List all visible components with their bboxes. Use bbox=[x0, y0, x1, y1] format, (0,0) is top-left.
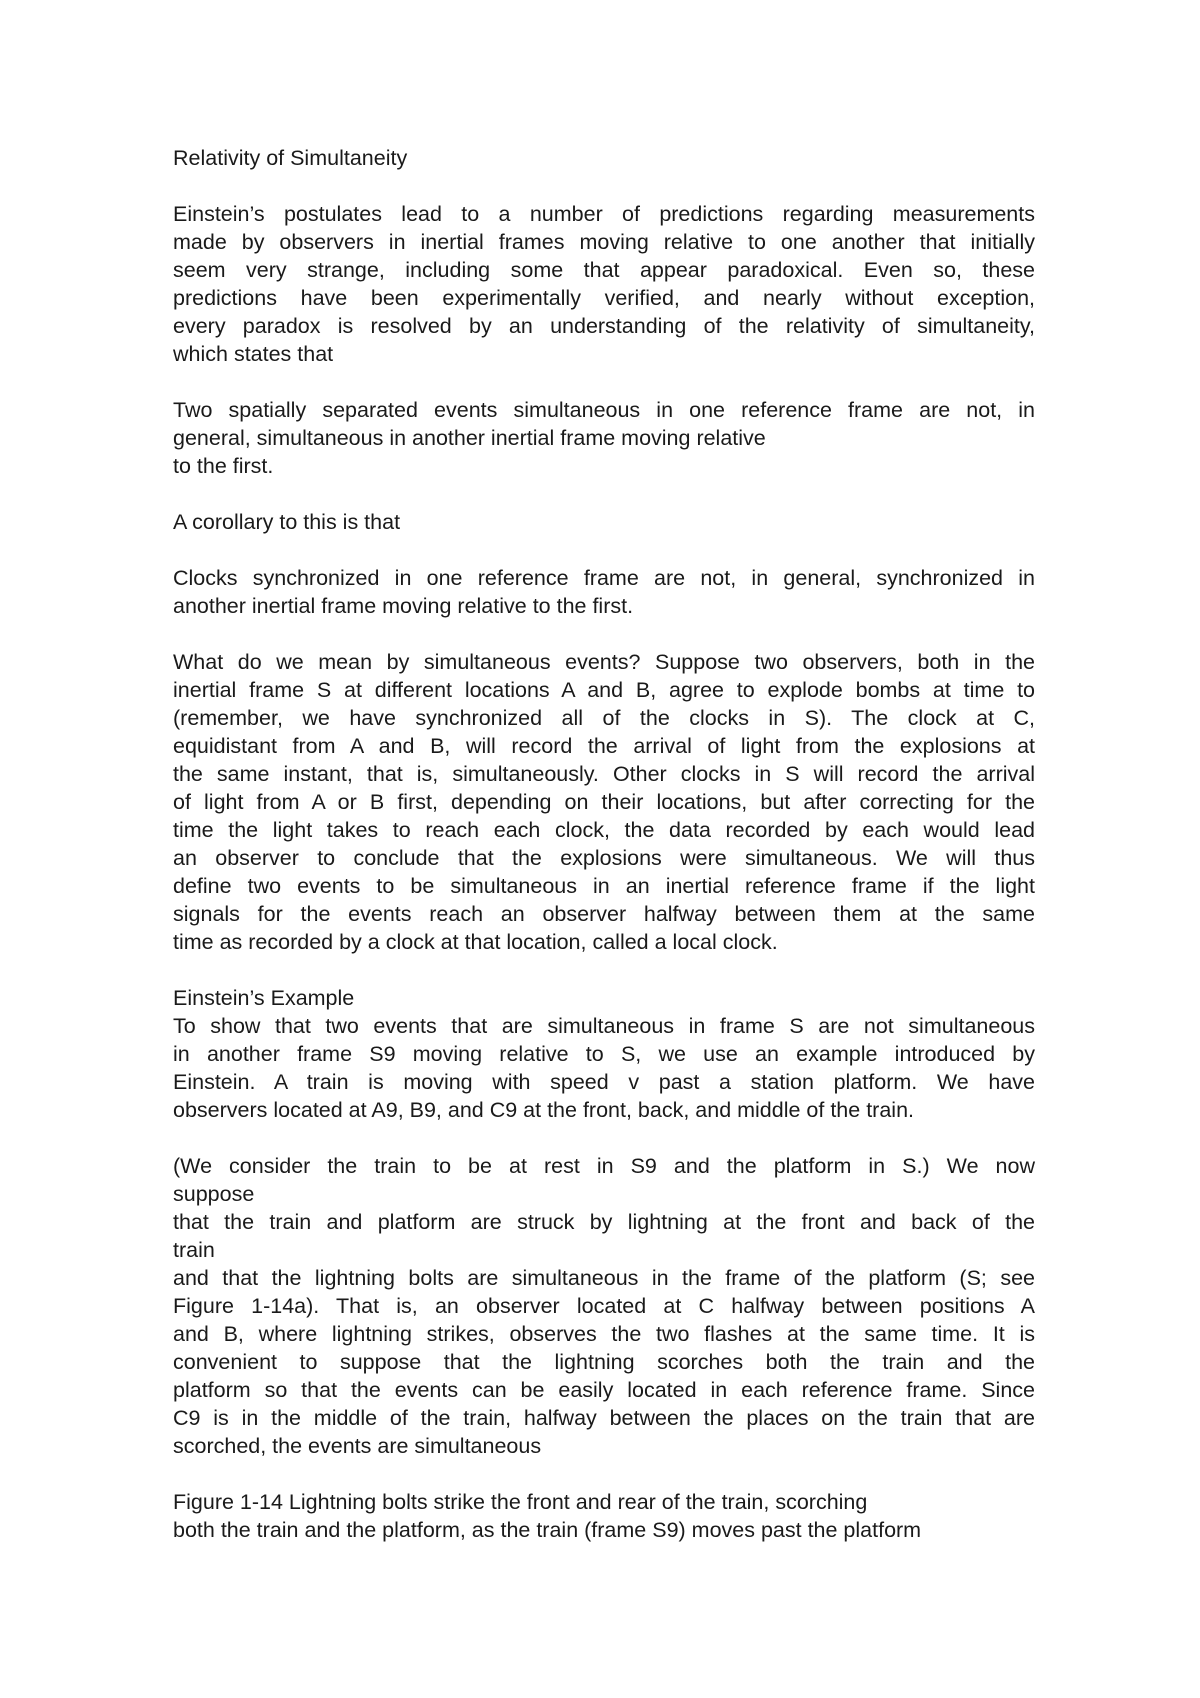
text-line: seem very strange, including some that appear paradoxical. Even so, these bbox=[173, 258, 1035, 282]
text-line: (We consider the train to be at rest in S9 and the platform in S.) We now bbox=[173, 1154, 1035, 1178]
section-heading: Einstein’s Example bbox=[173, 986, 355, 1010]
text-line: signals for the events reach an observer halfway between them at the same bbox=[173, 902, 1035, 926]
text-line: What do we mean by simultaneous events? Suppose two observers, both in the bbox=[173, 650, 1035, 674]
text-line: inertial frame S at different locations A and B, agree to explode bombs at time to bbox=[173, 678, 1035, 702]
text-line: time as recorded by a clock at that location, called a local clock. bbox=[173, 930, 778, 954]
text-line: scorched, the events are simultaneous bbox=[173, 1434, 542, 1458]
document-title: Relativity of Simultaneity bbox=[173, 146, 408, 170]
text-line: time the light takes to reach each clock, the data recorded by each would lead bbox=[173, 818, 1035, 842]
spacer bbox=[173, 1124, 1035, 1152]
text-line: Figure 1-14 Lightning bolts strike the front and rear of the train, scorching bbox=[173, 1490, 868, 1514]
text-line: equidistant from A and B, will record the arrival of light from the explosions at bbox=[173, 734, 1035, 758]
text-line: Einstein. A train is moving with speed v past a station platform. We have bbox=[173, 1070, 1035, 1094]
text-line: Figure 1-14a). That is, an observer located at C halfway between positions A bbox=[173, 1294, 1035, 1318]
text-line: (remember, we have synchronized all of the clocks in S). The clock at C, bbox=[173, 706, 1035, 730]
text-line: C9 is in the middle of the train, halfway between the places on the train that are bbox=[173, 1406, 1035, 1430]
paragraph-corollary-intro: A corollary to this is that bbox=[173, 510, 401, 534]
text-line: which states that bbox=[173, 342, 334, 366]
spacer bbox=[173, 620, 1035, 648]
spacer bbox=[173, 536, 1035, 564]
text-line: platform so that the events can be easily located in each reference frame. Since bbox=[173, 1378, 1035, 1402]
spacer bbox=[173, 368, 1035, 396]
text-line: both the train and the platform, as the train (frame S9) moves past the platform bbox=[173, 1518, 922, 1542]
text-line: Two spatially separated events simultaneous in one reference frame are not, in bbox=[173, 398, 1035, 422]
text-line: in another frame S9 moving relative to S, we use an example introduced by bbox=[173, 1042, 1035, 1066]
text-line: that the train and platform are struck by lightning at the front and back of the bbox=[173, 1210, 1035, 1234]
document-body bbox=[173, 144, 1035, 1544]
text-line: convenient to suppose that the lightning scorches both the train and the bbox=[173, 1350, 1035, 1374]
spacer bbox=[173, 956, 1035, 984]
text-line: train bbox=[173, 1238, 215, 1262]
text-line: general, simultaneous in another inertial frame moving relative bbox=[173, 426, 766, 450]
figure-caption bbox=[173, 1488, 1035, 1544]
spacer bbox=[173, 1460, 1035, 1488]
text-line: made by observers in inertial frames moving relative to one another that initially bbox=[173, 230, 1035, 254]
text-line: and B, where lightning strikes, observes the two flashes at the same time. It is bbox=[173, 1322, 1035, 1346]
text-line: every paradox is resolved by an understanding of the relativity of simultaneity, bbox=[173, 314, 1035, 338]
text-line: predictions have been experimentally verified, and nearly without exception, bbox=[173, 286, 1035, 310]
text-line: of light from A or B first, depending on their locations, but after correcting for the bbox=[173, 790, 1035, 814]
text-line: To show that two events that are simultaneous in frame S are not simultaneous bbox=[173, 1014, 1035, 1038]
text-line: define two events to be simultaneous in an inertial reference frame if the light bbox=[173, 874, 1035, 898]
paragraph-train-example bbox=[173, 1012, 1035, 1124]
paragraph-clocks-statement bbox=[173, 564, 1035, 620]
spacer bbox=[173, 172, 1035, 200]
text-line: observers located at A9, B9, and C9 at the front, back, and middle of the train. bbox=[173, 1098, 914, 1122]
text-line: suppose bbox=[173, 1182, 255, 1206]
text-line: to the first. bbox=[173, 454, 274, 478]
text-line: Clocks synchronized in one reference frame are not, in general, synchronized in bbox=[173, 566, 1035, 590]
text-line: and that the lightning bolts are simultaneous in the frame of the platform (S; see bbox=[173, 1266, 1035, 1290]
paragraph-simultaneous-events bbox=[173, 648, 1035, 956]
paragraph-postulates bbox=[173, 200, 1035, 368]
paragraph-simultaneity-statement bbox=[173, 396, 1035, 480]
spacer bbox=[173, 480, 1035, 508]
paragraph-lightning bbox=[173, 1152, 1035, 1460]
text-line: Einstein’s postulates lead to a number of predictions regarding measurements bbox=[173, 202, 1035, 226]
text-line: another inertial frame moving relative to the first. bbox=[173, 594, 634, 618]
text-line: an observer to conclude that the explosions were simultaneous. We will thus bbox=[173, 846, 1035, 870]
text-line: the same instant, that is, simultaneously. Other clocks in S will record the arrival bbox=[173, 762, 1035, 786]
